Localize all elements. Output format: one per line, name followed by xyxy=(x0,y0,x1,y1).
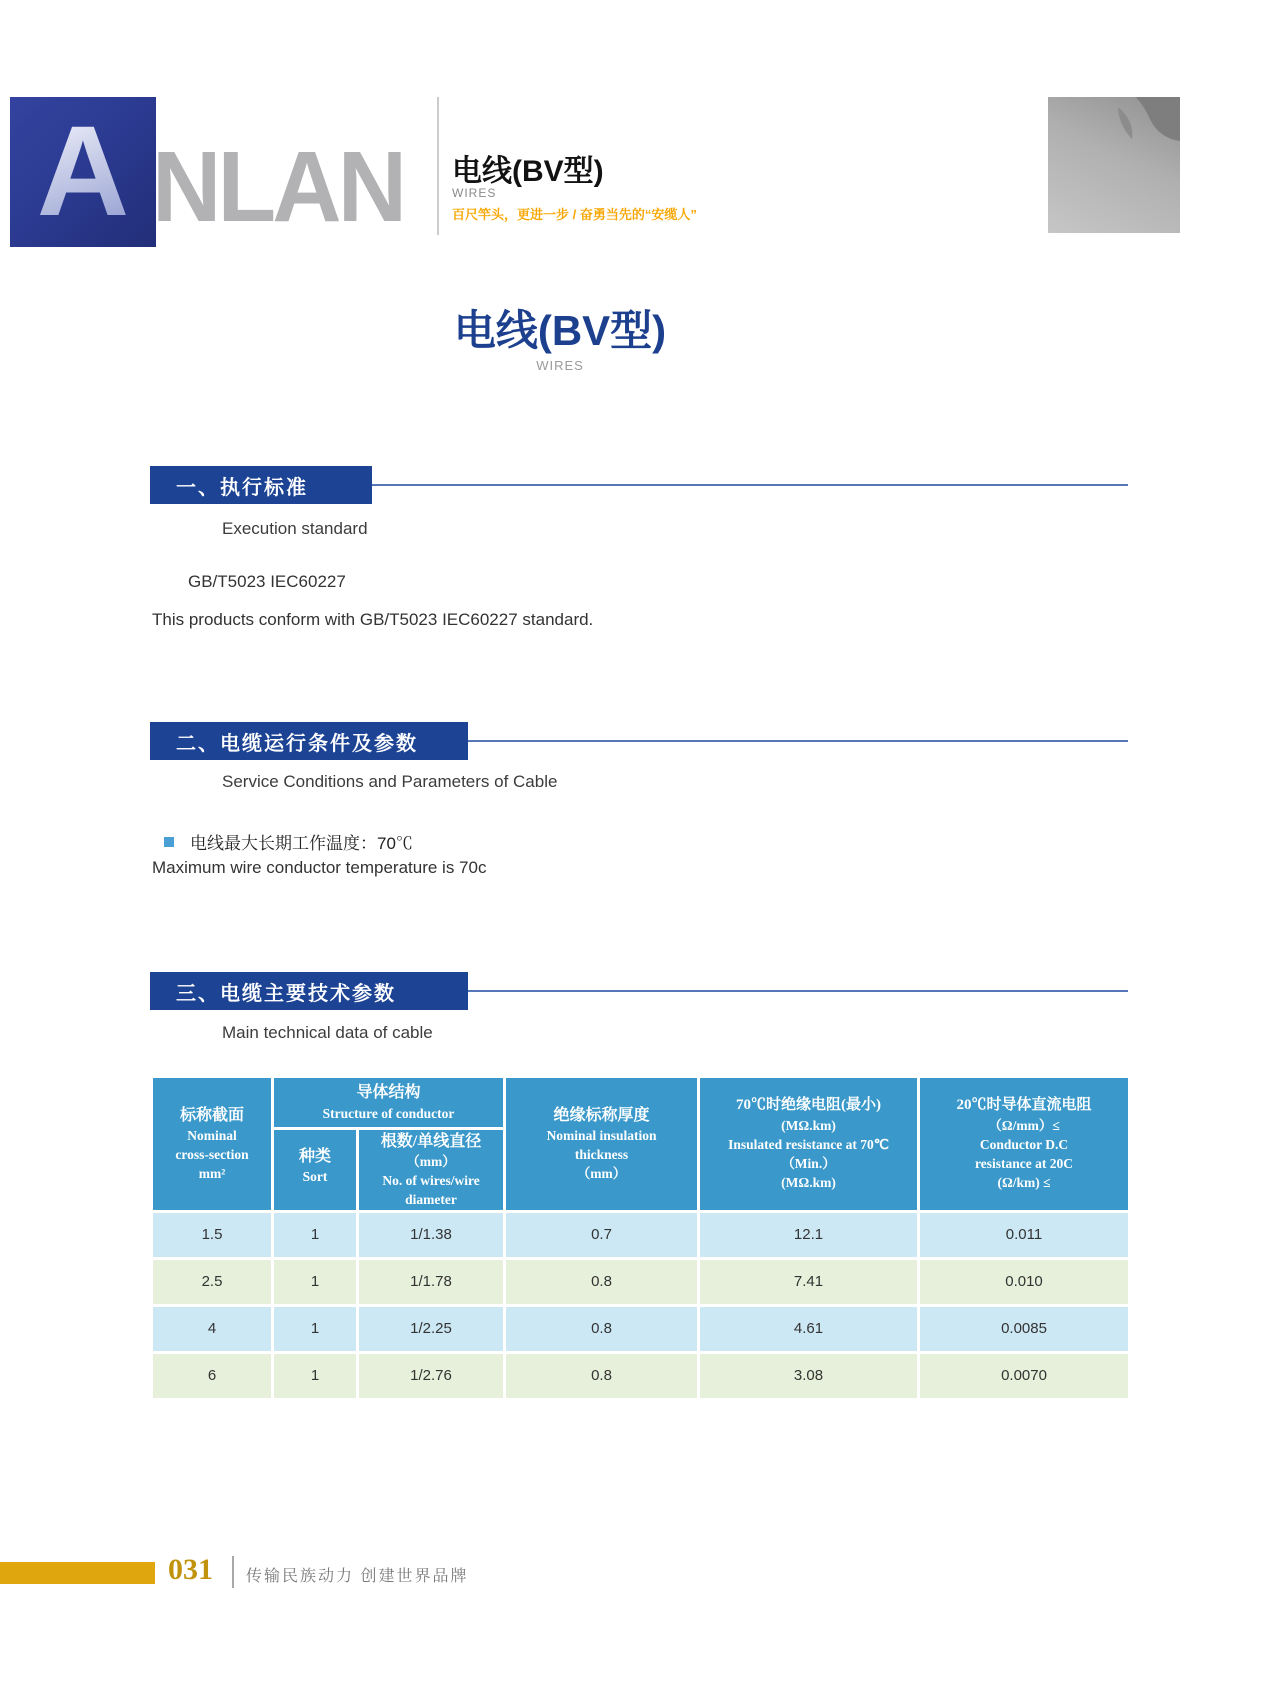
th-line: diameter xyxy=(405,1191,457,1207)
th-line: Insulated resistance at 70℃ xyxy=(728,1136,889,1152)
th-line: Nominal xyxy=(187,1128,237,1144)
table-cell: 6 xyxy=(152,1352,273,1399)
header-product-title: 电线(BV型) xyxy=(452,155,604,188)
table-cell: 0.8 xyxy=(505,1352,699,1399)
table-cell: 0.011 xyxy=(919,1211,1130,1258)
table-cell: 7.41 xyxy=(699,1258,919,1305)
section-2-heading-box xyxy=(150,722,468,760)
header-tagline: 百尺竿头，更进一步 / 奋勇当先的“安缆人” xyxy=(452,207,697,222)
table-cell: 1.5 xyxy=(152,1211,273,1258)
table-cell: 2.5 xyxy=(152,1258,273,1305)
page-subtitle: WIRES xyxy=(536,358,584,373)
th-line: mm² xyxy=(198,1165,226,1181)
section-3-heading-box xyxy=(150,972,468,1010)
table-cell: 0.8 xyxy=(505,1305,699,1352)
table-cell: 0.7 xyxy=(505,1211,699,1258)
section-1-heading: 一、执行标准 xyxy=(176,476,308,499)
header-photo xyxy=(1048,97,1180,233)
table-cell: 1/1.78 xyxy=(358,1258,505,1305)
th-line: resistance at 20C xyxy=(975,1155,1073,1171)
th-line: Sort xyxy=(302,1169,328,1185)
th-line: 标称截面 xyxy=(179,1107,244,1124)
th-wires-diameter xyxy=(358,1129,505,1212)
footer-slogan: 传输民族动力 创建世界品牌 xyxy=(246,1568,469,1585)
header-divider xyxy=(437,97,439,235)
section-1-heading-box xyxy=(150,466,372,504)
bullet-icon xyxy=(164,837,174,847)
table-cell: 4 xyxy=(152,1305,273,1352)
th-line: （Ω/mm）≤ xyxy=(988,1118,1060,1134)
table-cell: 0.010 xyxy=(919,1258,1130,1305)
th-line: 根数/单线直径 xyxy=(380,1133,482,1150)
th-resistance-70c xyxy=(699,1077,919,1212)
bullet-text-cn: 电线最大长期工作温度：70℃ xyxy=(190,834,413,853)
th-line: Nominal insulation xyxy=(546,1128,657,1144)
standard-conform-line: This products conform with GB/T5023 IEC60227 standard. xyxy=(152,610,594,629)
table-cell: 12.1 xyxy=(699,1211,919,1258)
th-line: thickness xyxy=(574,1147,629,1163)
section-3-line xyxy=(468,990,1128,992)
table-cell: 1 xyxy=(273,1258,358,1305)
th-line: cross-section xyxy=(175,1147,249,1163)
table-cell: 0.0085 xyxy=(919,1305,1130,1352)
table-cell: 1 xyxy=(273,1305,358,1352)
table-cell: 1 xyxy=(273,1352,358,1399)
th-line: (MΩ.km) xyxy=(781,1174,836,1190)
footer-divider xyxy=(232,1556,234,1588)
table-cell: 1/2.25 xyxy=(358,1305,505,1352)
standard-code-line: GB/T5023 IEC60227 xyxy=(188,572,346,591)
table-row xyxy=(152,1258,1130,1305)
th-insulation-thickness xyxy=(505,1077,699,1212)
photo-landmass-shape xyxy=(1048,97,1180,233)
th-line: (MΩ.km) xyxy=(781,1118,836,1134)
section-1-subheading: Execution standard xyxy=(222,519,368,538)
th-sort xyxy=(273,1129,358,1212)
logo-box xyxy=(10,97,156,247)
th-line: Structure of conductor xyxy=(322,1105,455,1121)
page-number: 031 xyxy=(168,1553,213,1586)
section-2-heading: 二、电缆运行条件及参数 xyxy=(176,732,418,755)
header-product-subtitle: WIRES xyxy=(452,186,497,200)
technical-data-table xyxy=(150,1075,1131,1401)
table-cell: 1/1.38 xyxy=(358,1211,505,1258)
section-2-subheading: Service Conditions and Parameters of Cable xyxy=(222,772,558,791)
th-line: （Min.） xyxy=(781,1155,836,1171)
table-cell: 0.8 xyxy=(505,1258,699,1305)
bullet-text-en: Maximum wire conductor temperature is 70c xyxy=(152,858,487,877)
th-structure-of-conductor xyxy=(273,1077,505,1129)
table-row xyxy=(152,1211,1130,1258)
page-title: 电线(BV型) xyxy=(453,307,667,354)
th-line: (Ω/km) ≤ xyxy=(997,1174,1051,1190)
th-line: 20℃时导体直流电阻 xyxy=(956,1097,1092,1114)
table-cell: 1 xyxy=(273,1211,358,1258)
th-line: （mm） xyxy=(576,1165,627,1181)
table-cell: 3.08 xyxy=(699,1352,919,1399)
th-line: 绝缘标称厚度 xyxy=(553,1107,650,1124)
table-cell: 0.0070 xyxy=(919,1352,1130,1399)
table-row xyxy=(152,1305,1130,1352)
th-line: 70℃时绝缘电阻(最小) xyxy=(736,1097,882,1114)
th-nominal-cross-section xyxy=(152,1077,273,1212)
th-line: （mm） xyxy=(406,1154,456,1170)
th-line: No. of wires/wire xyxy=(382,1173,480,1189)
section-1-line xyxy=(372,484,1128,486)
section-3-subheading: Main technical data of cable xyxy=(222,1023,433,1042)
table-cell: 1/2.76 xyxy=(358,1352,505,1399)
section-2-line xyxy=(468,740,1128,742)
section-3-heading: 三、电缆主要技术参数 xyxy=(176,982,396,1005)
table-cell: 4.61 xyxy=(699,1305,919,1352)
th-line: Conductor D.C xyxy=(979,1136,1069,1152)
table-row xyxy=(152,1352,1130,1399)
th-line: 种类 xyxy=(298,1147,331,1165)
th-line: 导体结构 xyxy=(356,1084,421,1102)
logo-text-nlan: NLAN xyxy=(152,131,404,243)
footer-gold-bar xyxy=(0,1562,155,1584)
logo-a-letter: A xyxy=(36,100,130,243)
th-resistance-20c xyxy=(919,1077,1130,1212)
